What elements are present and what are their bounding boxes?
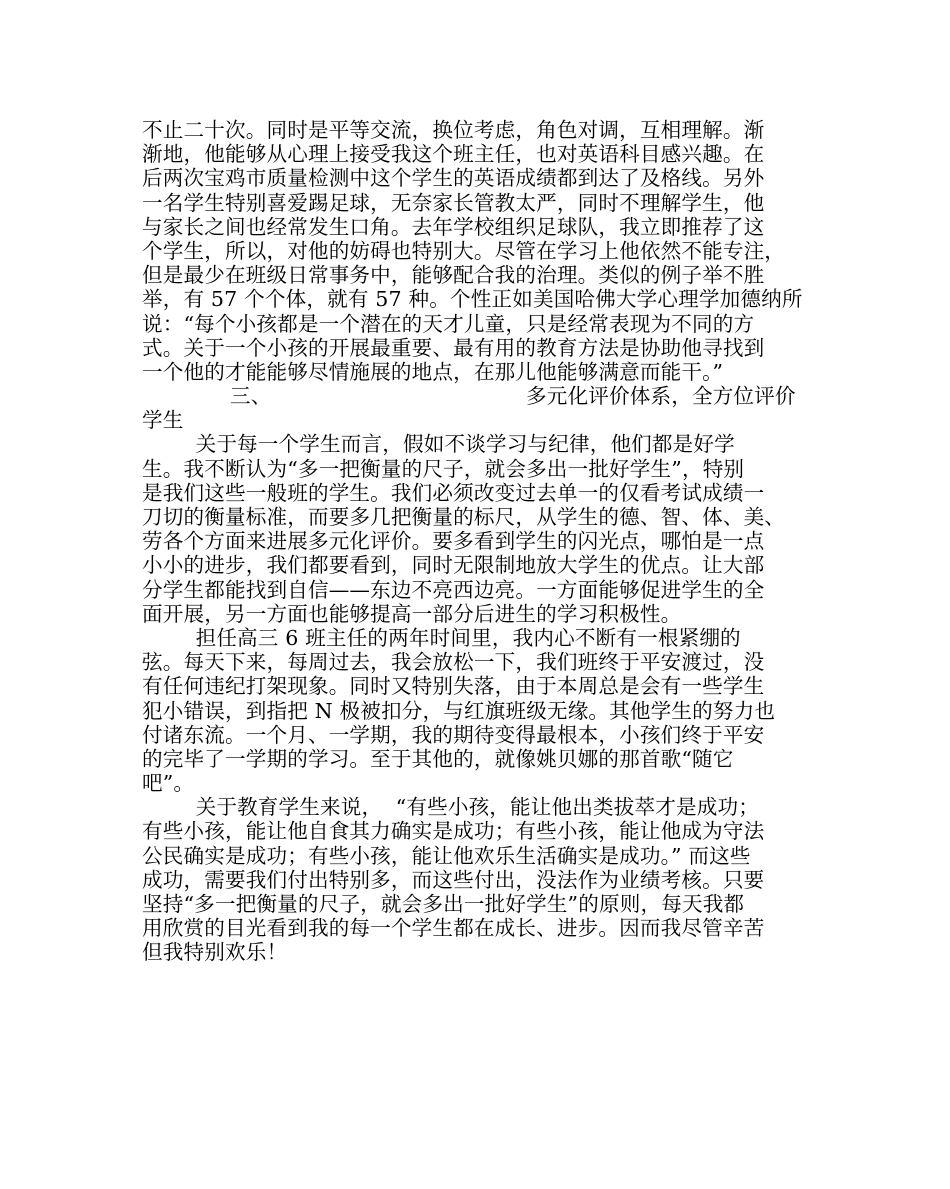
text-line: 担任高三 6 班主任的两年时间里，我内心不断有一根紧绷的	[142, 625, 741, 650]
text-line: 是我们这些一般班的学生。我们必须改变过去单一的仅看考试成绩一	[142, 480, 765, 505]
text-line: 小小的进步，我们都要看到，同时无限制地放大学生的优点。让大部	[142, 553, 765, 578]
heading-title: 多元化评价体系，全方位评价	[526, 384, 796, 409]
heading-continuation: 学生	[142, 408, 184, 433]
text-line: 弦。每天下来，每周过去，我会放松一下，我们班终于平安渡过，没	[142, 650, 765, 675]
text-line: 公民确实是成功；有些小孩，能让他欢乐生活确实是成功。” 而这些	[142, 843, 751, 868]
text-line: 坚持“多一把衡量的尺子，就会多出一批好学生”的原则，每天我都	[142, 892, 745, 916]
text-line: 个学生，所以，对他的妨碍也特别大。尽管在学习上他依然不能专注，	[142, 238, 786, 263]
text-line: 式。关于一个小孩的开展最重要、最有用的教育方法是协助他寻找到	[142, 335, 765, 360]
text-line: 面开展，另一方面也能够提高一部分后进生的学习积极性。	[142, 601, 682, 626]
text-line: 一名学生特别喜爱踢足球，无奈家长管教太严，同时不理解学生，他	[142, 190, 765, 215]
text-line: 与家长之间也经常发生口角。去年学校组织足球队，我立即推荐了这	[142, 214, 765, 239]
paragraph-3	[142, 626, 818, 795]
text-line: 但是最少在班级日常事务中，能够配合我的治理。类似的例子举不胜	[142, 263, 765, 288]
text-line: 渐地，他能够从心理上接受我这个班主任，也对英语科目感兴趣。在	[142, 142, 765, 167]
heading-row	[142, 384, 818, 408]
paragraph-1	[142, 118, 818, 384]
text-line: 关于每一个学生而言，假如不谈学习与纪律，他们都是好学	[142, 432, 735, 457]
text-line: 付诸东流。一个月、一学期，我的期待变得最根本，小孩们终于平安	[142, 722, 765, 747]
text-line: 生。我不断认为“多一把衡量的尺子，就会多出一批好学生”，特别	[142, 456, 745, 481]
text-line: 吧”。	[142, 771, 195, 796]
text-line: 劳各个方面来进展多元化评价。要多看到学生的闪光点，哪怕是一点	[142, 529, 765, 554]
text-line: 一个他的才能能够尽情施展的地点，在那儿他能够满意而能干。”	[142, 359, 724, 384]
section-heading	[142, 384, 818, 432]
text-line: 犯小错误，到指把 N 极被扣分，与红旗班级无缘。其他学生的努力也	[142, 698, 776, 723]
text-line: 分学生都能找到自信——东边不亮西边亮。一方面能够促进学生的全	[142, 577, 765, 602]
text-line: 后两次宝鸡市质量检测中这个学生的英语成绩都到达了及格线。另外	[142, 166, 765, 191]
paragraph-2	[142, 432, 818, 626]
text-line: 说：“每个小孩都是一个潜在的天才儿童，只是经常表现为不同的方	[142, 311, 755, 336]
paragraph-4	[142, 795, 818, 964]
text-line: 刀切的衡量标准，而要多几把衡量的标尺，从学生的德、智、体、美、	[142, 505, 786, 529]
text-line: 的完毕了一学期的学习。至于其他的，就像姚贝娜的那首歌“随它	[142, 746, 734, 771]
text-line: 但我特别欢乐！	[142, 940, 288, 965]
text-line: 成功，需要我们付出特别多，而这些付出，没法作为业绩考核。只要	[142, 867, 765, 892]
document-body	[142, 118, 818, 965]
text-line: 不止二十次。同时是平等交流，换位考虑，角色对调，互相理解。渐	[142, 118, 765, 142]
text-line: 关于教育学生来说， “有些小孩，能让他出类拔萃才是成功；	[142, 795, 759, 820]
text-line: 有任何违纪打架现象。同时又特别失落，由于本周总是会有一些学生	[142, 674, 765, 699]
text-line: 举，有 57 个个体，就有 57 种。个性正如美国哈佛大学心理学加德纳所	[142, 287, 803, 312]
heading-number: 三、	[230, 384, 272, 409]
text-line: 用欣赏的目光看到我的每一个学生都在成长、进步。因而我尽管辛苦	[142, 916, 765, 941]
text-line: 有些小孩，能让他自食其力确实是成功；有些小孩，能让他成为守法	[142, 819, 765, 844]
